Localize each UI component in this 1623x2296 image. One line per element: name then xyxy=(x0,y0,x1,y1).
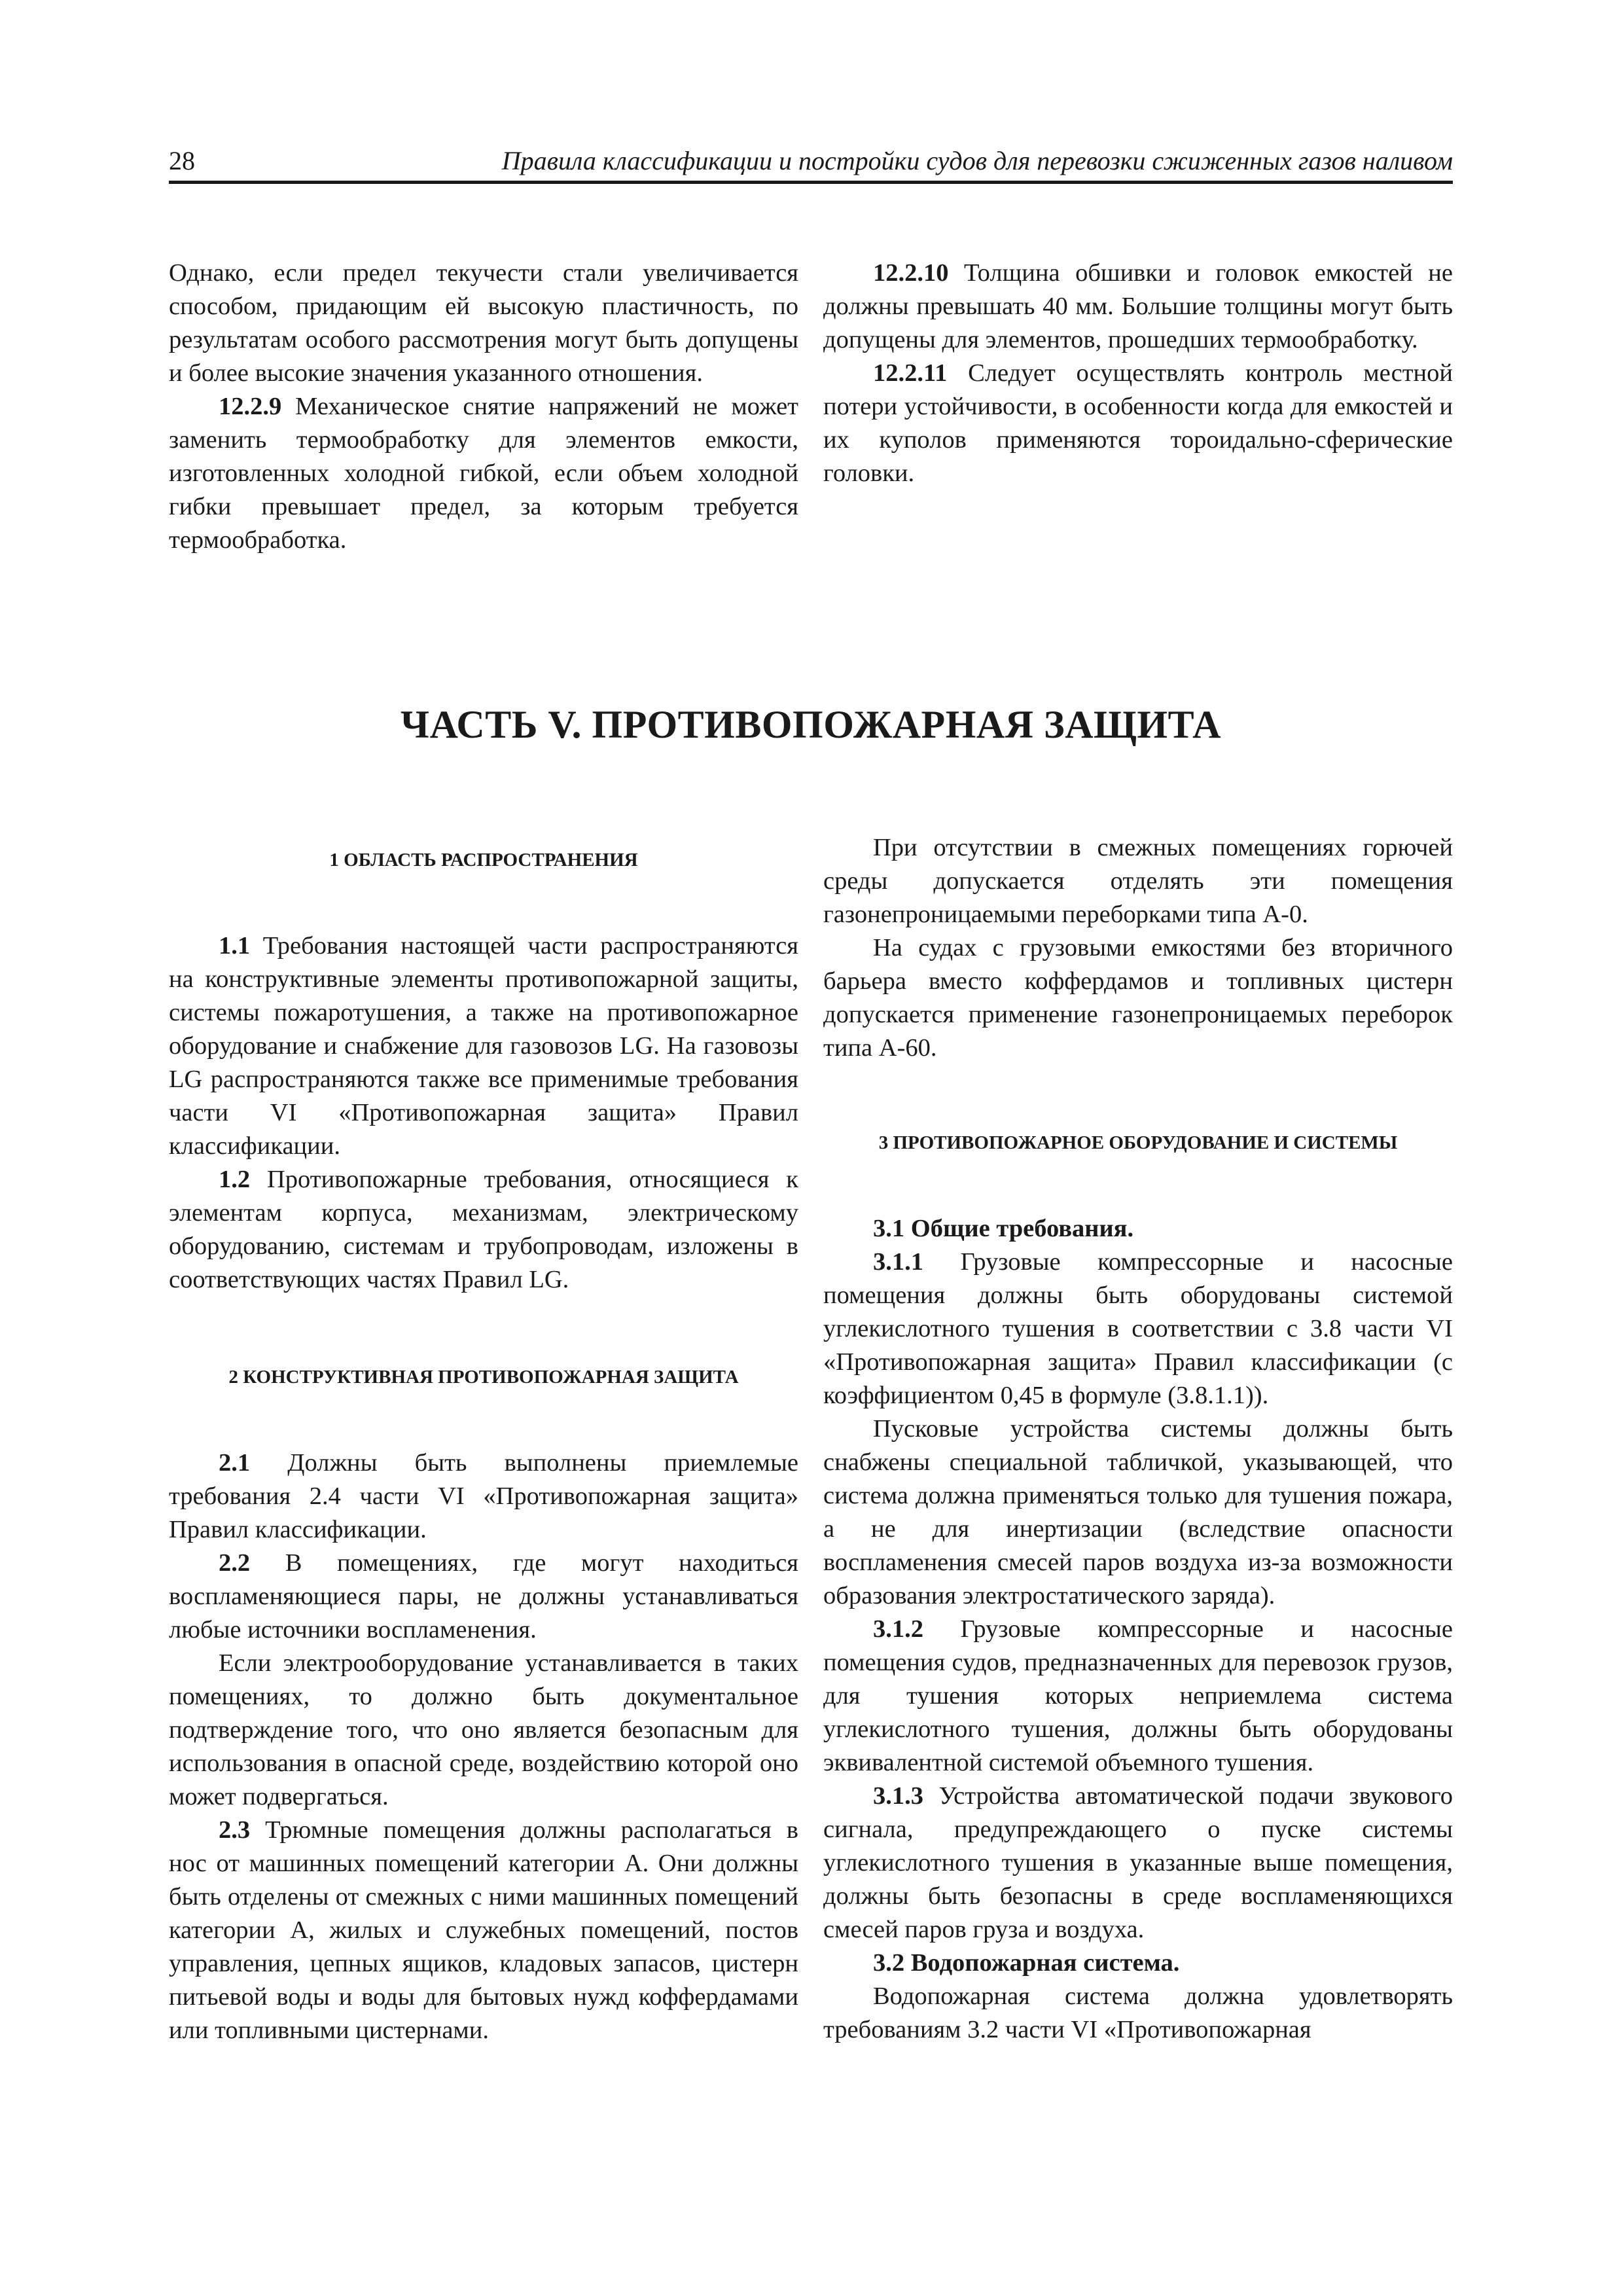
clause-text: Следует осуществлять контроль местной потери устойчивости, в особенности когда для емкостей и их куполов применяются тороидально-сферические головки. xyxy=(823,359,1453,487)
subsection-3-1-heading: 3.1 Общие требования. xyxy=(873,1215,1134,1242)
paragraph-12-2-10 xyxy=(823,257,1453,357)
paragraph-3-1-2 xyxy=(823,1613,1453,1780)
paragraph-12-2-11 xyxy=(823,357,1453,490)
paragraph: Если электрооборудование устанавливается в таких помещениях, то должно быть документальное подтверждение того, что оно является безопасным для использования в опасной среде, воздействию которой оно может подвергаться. xyxy=(169,1649,798,1810)
clause-number: 2.1 xyxy=(219,1449,251,1477)
running-title: Правила классификации и постройки судов для перевозки сжиженных газов наливом xyxy=(501,146,1453,175)
clause-number: 12.2.11 xyxy=(873,359,948,387)
paragraph-12-2-9 xyxy=(169,390,798,557)
clause-text: Толщина обшивки и головок емкостей не должны превышать 40 мм. Большие толщины могут быть допущены для элементов, прошедших термообработку. xyxy=(823,259,1453,353)
clause-number: 2.3 xyxy=(219,1816,251,1844)
section-3-heading: 3 ПРОТИВОПОЖАРНОЕ ОБОРУДОВАНИЕ И СИСТЕМЫ xyxy=(878,1132,1398,1153)
top-left-column xyxy=(169,257,798,557)
clause-number: 12.2.9 xyxy=(219,393,282,420)
clause-text: Требования настоящей части распространяются на конструктивные элементы противопожарной защиты, системы пожаротушения, а также на противопожарное оборудование и снабжение для газовозов LG. На газовозы LG распространяются также все применимые требования части VI «Противопожарная защита» Правил классификации. xyxy=(169,932,798,1160)
clause-text: Механическое снятие напряжений не может заменить термообработку для элементов емкости, изготовленных холодной гибкой, если объем холодной гибки превышает предел, за которым требуется термообработка. xyxy=(169,393,798,554)
part-title: ЧАСТЬ V. ПРОТИВОПОЖАРНАЯ ЗАЩИТА xyxy=(401,703,1221,746)
subsection-3-2-heading: 3.2 Водопожарная система. xyxy=(873,1949,1180,1977)
paragraph-3-1-1 xyxy=(823,1246,1453,1412)
clause-number: 3.1.1 xyxy=(873,1248,923,1276)
clause-number: 2.2 xyxy=(219,1549,251,1577)
paragraph-1-2 xyxy=(169,1163,798,1297)
section-2-body xyxy=(169,1446,798,2047)
paragraph: При отсутствии в смежных помещениях горючей среды допускается отделять эти помещения газонепроницаемыми переборками типа А-0. xyxy=(823,834,1453,928)
paragraph-2-2 xyxy=(169,1547,798,1647)
clause-text: Должны быть выполнены приемлемые требования 2.4 части VI «Противопожарная защита» Правил классификации. xyxy=(169,1449,798,1543)
clause-number: 1.2 xyxy=(219,1166,251,1193)
clause-number: 3.1.3 xyxy=(873,1782,923,1810)
clause-text: Грузовые компрессорные и насосные помещения должны быть оборудованы системой углекислотного тушения в соответствии с 3.8 части VI «Противопожарная защита» Правил классификации (с коэффициентом 0,45 в формуле (3.8.1.1)). xyxy=(823,1248,1453,1409)
clause-number: 1.1 xyxy=(219,932,251,960)
section-2-heading: 2 КОНСТРУКТИВНАЯ ПРОТИВОПОЖАРНАЯ ЗАЩИТА xyxy=(228,1367,739,1388)
page-number: 28 xyxy=(169,146,195,175)
paragraph-2-3 xyxy=(169,1814,798,2047)
section-1-heading: 1 ОБЛАСТЬ РАСПРОСТРАНЕНИЯ xyxy=(329,850,638,870)
paragraph-3-1-3 xyxy=(823,1780,1453,1946)
top-right-column xyxy=(823,257,1453,490)
paragraph-2-1 xyxy=(169,1446,798,1547)
clause-text: В помещениях, где могут находиться воспламеняющиеся пары, не должны устанавливаться любые источники воспламенения. xyxy=(169,1549,798,1643)
paragraph: Пусковые устройства системы должны быть снабжены специальной табличкой, указывающей, что система должна применяться только для тушения пожара, а не для инертизации (вследствие опасности воспламенения смесей паров воздуха из-за возможности образования электростатического заряда). xyxy=(823,1415,1453,1609)
clause-text: Трюмные помещения должны располагаться в нос от машинных помещений категории А. Они должны быть отделены от смежных с ними машинных помещений категории А, жилых и служебных помещений, постов управления, цепных ящиков, кладовых запасов, цистерн питьевой воды и воды для бытовых нужд коффердамами или топливными цистернами. xyxy=(169,1816,798,2044)
paragraph: На судах с грузовыми емкостями без вторичного барьера вместо коффердамов и топливных цистерн допускается применение газонепроницаемых переборок типа А-60. xyxy=(823,934,1453,1062)
paragraph: Однако, если предел текучести стали увеличивается способом, придающим ей высокую пластичность, по результатам особого рассмотрения могут быть допущены и более высокие значения указанного отношения. xyxy=(169,259,798,387)
page-header xyxy=(169,143,1453,184)
section-1-body xyxy=(169,929,798,1297)
clause-text: Противопожарные требования, относящиеся к элементам корпуса, механизмам, электрическому оборудованию, системам и трубопроводам, изложены в соответствующих частях Правил LG. xyxy=(169,1166,798,1293)
section-3-body xyxy=(823,1212,1453,2047)
clause-number: 3.1.2 xyxy=(873,1615,923,1643)
clause-text: Устройства автоматической подачи звукового сигнала, предупреждающего о пуске системы углекислотного тушения в указанные выше помещения, должны быть безопасны в среде воспламеняющихся смесей паров груза и воздуха. xyxy=(823,1782,1453,1943)
right-column-intro xyxy=(823,831,1453,1065)
clause-text: Грузовые компрессорные и насосные помещения судов, предназначенных для перевозок грузов, для тушения которых неприемлема система углекислотного тушения, должны быть оборудованы эквивалентной системой объемного тушения. xyxy=(823,1615,1453,1776)
paragraph-1-1 xyxy=(169,929,798,1163)
clause-number: 12.2.10 xyxy=(873,259,949,287)
paragraph-3-2: Водопожарная система должна удовлетворять требованиям 3.2 части VI «Противопожарная xyxy=(823,1982,1453,2043)
